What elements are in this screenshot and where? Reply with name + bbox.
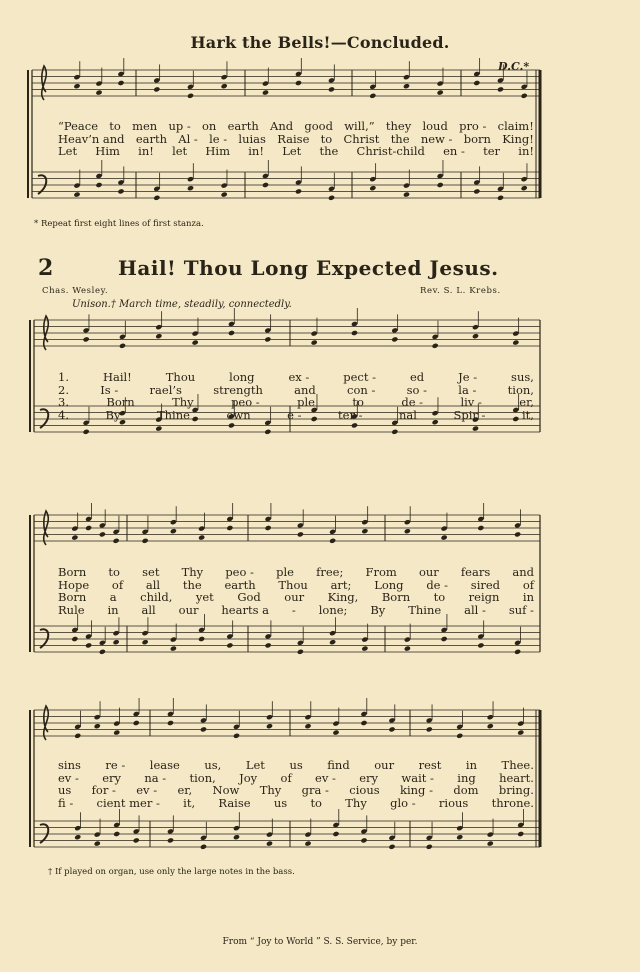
lyric-word: fears [460,565,491,579]
treble-note [391,336,398,342]
lyric-word: ery [102,770,121,785]
bass-note [233,834,240,840]
bass-note [85,642,92,648]
treble-note [113,730,120,736]
bass-note [295,188,302,194]
treble-note [304,723,311,729]
lyric-word: the [319,144,339,158]
treble-note [167,720,174,726]
lyric-word: art; [330,577,352,592]
treble-note [71,535,78,541]
lyric-word: ev - [58,770,79,785]
lyric-word: a [109,590,117,604]
treble-note [113,538,120,544]
lyric-word: and [294,382,316,397]
lyric-word: sins [58,758,81,772]
treble-note [517,730,524,736]
lyric-word: God [237,590,261,604]
treble-note [360,720,367,726]
bass-note [521,185,528,191]
bass-note [456,834,463,840]
lyric-word: Is - [100,382,119,397]
lyric-word: to [320,131,333,146]
lyric-word: born [463,131,491,146]
lyric-line [58,409,534,422]
lyric-word: peo - [225,565,254,579]
treble-note [226,525,233,531]
treble-note [456,733,463,739]
lyric-word: rious [438,795,469,810]
hymn-number: 2 [38,255,54,281]
lyric-word: Spir - [453,407,486,422]
lyric-word: all [145,577,161,592]
lyric-word: 1. [58,370,69,384]
hymn-title: Hail! Thou Long Expected Jesus. [118,256,499,280]
lyric-word: in [465,758,478,772]
lyric-word: king - [400,783,433,797]
continuation-footnote: * Repeat first eight lines of first stanza. [34,219,204,229]
lyric-word: King, [327,590,359,604]
treble-note [403,83,410,89]
lyric-word: Hope [58,577,90,592]
lyric-word: find [327,758,350,772]
lyric-word: peo - [231,395,260,409]
lyric-line [58,797,534,810]
lyric-word: con - [347,382,376,397]
lyric-word: it, [521,407,534,422]
lyric-word: cient mer - [96,795,160,810]
lyric-word: luias [238,131,266,146]
lyric-word: 3. [58,395,69,409]
treble-note [437,90,444,96]
lyric-word: ex - [288,370,310,384]
lyric-word: all [141,602,156,617]
lyric-word: nal [399,407,417,422]
bass-note [228,422,235,428]
bass-note [369,185,376,191]
lyric-word: our [284,590,305,604]
bass-note [426,844,433,850]
lyric-word: 2. [58,382,69,397]
lyric-word: free; [316,565,344,579]
lyric-word: of [111,577,124,592]
lyric-word: By [105,407,121,422]
lyric-word: on [202,119,217,133]
treble-note [311,340,318,346]
lyric-word: Christ-child [356,144,425,158]
bass-note [517,831,524,837]
lyric-word: so - [406,382,428,397]
bass-note [328,195,335,201]
lyric-word: Born [381,590,411,604]
lyric-word: tion, [189,770,216,785]
lyric-word: the [390,131,410,146]
lyric-word: - [291,602,296,617]
lyric-word: And [270,119,294,133]
lyric-word: hearts a [221,602,269,617]
lyric-word: Now [212,783,240,797]
treble-note [369,93,376,99]
bass-note [514,649,521,655]
lyric-word: Raise [277,131,310,146]
lyric-word: Thy [172,395,194,409]
bass-note [170,646,177,652]
treble-note [426,726,433,732]
bass-note [473,188,480,194]
lyric-word: in [107,602,119,617]
treble-note [187,93,194,99]
bass-note [73,192,80,198]
treble-note [99,531,106,537]
lyric-word: glo - [390,795,416,810]
lyric-word: to [352,395,364,409]
bass-note [71,636,78,642]
lyric-word: in! [138,144,154,158]
lyric-word: of [522,577,534,592]
treble-note [265,525,272,531]
bass-note [266,841,273,847]
lyric-word: ter [483,144,501,158]
lyric-word: Let [282,144,302,158]
lyric-word: let [172,144,188,158]
lyric-word: claim! [497,119,534,133]
lyric-word: en - [443,144,465,158]
lyric-word: in [522,590,534,604]
bass-note [262,182,269,188]
treble-note [117,80,124,86]
treble-note [262,90,269,96]
bass-note [361,646,368,652]
hymn-composer: Rev. S. L. Krebs. [420,286,501,296]
treble-note [497,86,504,92]
treble-note [85,525,92,531]
lyric-word: From [365,565,397,579]
continuation-title: Hark the Bells!—Concluded. [190,33,450,52]
bass-note [403,192,410,198]
lyric-word: King! [502,131,534,146]
treble-note [142,538,149,544]
lyric-word: pect - [343,370,377,384]
bass-note [200,844,207,850]
lyric-word: lease [149,758,180,772]
treble-note [441,535,448,541]
lyric-word: strength [213,382,263,397]
lyric-word: bring. [498,783,534,797]
bass-note [133,837,140,843]
treble-note [95,90,102,96]
lyric-word: Thine [156,407,190,422]
lyric-word: Rule [58,602,85,617]
treble-note [432,343,439,349]
lyric-word: us [273,795,288,810]
hymn-author: Chas. Wesley. [42,286,109,296]
lyric-word: Hail! [102,370,132,384]
lyric-word: er, [519,395,534,409]
lyric-word: Raise [218,795,251,810]
lyric-word: will,” [344,119,375,133]
lyric-word: new - [420,131,453,146]
lyric-word: e - [287,407,302,422]
lyric-word: Thy [345,795,367,810]
bass-note [83,429,90,435]
treble-note [83,336,90,342]
lyric-word: Him [205,144,231,158]
lyric-line [58,120,534,133]
lyric-word: us [58,783,72,797]
lyric-word: le - [209,131,228,146]
treble-note [153,86,160,92]
bass-note [167,837,174,843]
lyric-word: and [512,565,534,579]
lyric-line [58,145,534,158]
lyric-word: in! [248,144,264,158]
lyric-word: Al - [178,131,198,146]
treble-note [170,528,177,534]
continuation-lyrics [58,120,534,158]
lyric-word: earth [227,119,259,133]
bass-note [94,841,101,847]
lyric-word: the [182,577,202,592]
treble-note [295,80,302,86]
lyric-word: it, [183,795,196,810]
lyric-line [58,396,534,409]
lyric-word: pro - [459,119,487,133]
lyric-word: to [310,795,322,810]
lyric-word: Joy [239,770,258,785]
bass-note [198,636,205,642]
lyric-word: earth [135,131,167,146]
lyric-line [58,604,534,617]
lyric-word: Heav’n and [58,131,125,146]
lyric-line [58,371,534,384]
lyric-word: ing [457,770,476,785]
bass-note [113,639,120,645]
lyric-word: Thou [165,370,196,384]
bass-note [441,636,448,642]
treble-note [404,528,411,534]
treble-note [266,723,273,729]
lyric-word: ter - [338,407,363,422]
bass-note [391,429,398,435]
treble-note [233,733,240,739]
treble-note [473,80,480,86]
bass-note [142,639,149,645]
treble-note [133,720,140,726]
lyric-word: de - [401,395,424,409]
bass-note [117,188,124,194]
lyric-line [58,784,534,797]
lyric-word: sus, [511,370,534,384]
bass-note [304,841,311,847]
bass-note [297,649,304,655]
bass-note [74,834,81,840]
dc-mark: D.C.* [498,60,530,73]
treble-note [119,343,126,349]
lyric-word: in! [518,144,534,158]
bass-note [265,642,272,648]
bass-note [113,831,120,837]
verse-lyrics-system-1 [58,371,534,421]
lyric-word: to [109,119,121,133]
treble-note [221,83,228,89]
lyric-word: de - [426,577,449,592]
lyric-word: own [226,407,251,422]
treble-note [73,83,80,89]
lyric-word: Thou [278,577,308,592]
lyric-word: Him [95,144,120,158]
treble-note [198,535,205,541]
lyric-word: suf - [508,602,534,617]
lyric-line [58,759,534,772]
lyric-word: us [289,758,303,772]
bass-note [360,837,367,843]
lyric-word: ev - [315,770,336,785]
lyric-word: tion, [507,382,534,397]
lyric-word: sired [470,577,501,592]
lyric-word: liv - [460,395,482,409]
bass-note [472,426,479,432]
lyric-word: Let [245,758,265,772]
lyric-word: dom [453,783,479,797]
bass-note [477,642,484,648]
treble-note [228,330,235,336]
bass-note [95,182,102,188]
bass-note [187,185,194,191]
lyric-word: loud [422,119,448,133]
lyric-word: By [370,602,386,617]
lyric-word: Born [58,590,87,604]
treble-note [512,340,519,346]
lyric-word: good [304,119,333,133]
bass-note [226,642,233,648]
lyric-word: er, [177,783,193,797]
treble-note [74,733,81,739]
treble-note [351,330,358,336]
lyric-word: heart. [499,770,534,785]
bass-note [487,841,494,847]
treble-note [332,730,339,736]
lyric-word: earth [224,577,256,592]
treble-note [514,531,521,537]
treble-note [329,538,336,544]
bass-note [437,182,444,188]
lyric-word: up - [168,119,191,133]
lyric-word: Long [374,577,404,592]
lyric-word: ev - [136,783,158,797]
lyric-word: long [229,370,255,384]
lyric-word: Thee. [501,758,534,772]
verse-lyrics-system-2 [58,566,534,616]
lyric-word: Let [58,144,78,158]
lyric-word: to [108,565,120,579]
lyric-word: re - [105,758,126,772]
lyric-word: lone; [318,602,348,617]
treble-note [388,726,395,732]
lyric-word: for - [91,783,116,797]
treble-note [94,723,101,729]
lyric-word: ple [297,395,315,409]
lyric-word: ple [276,565,294,579]
bass-note [351,422,358,428]
lyric-word: set [142,565,160,579]
lyric-word: Christ [343,131,380,146]
lyric-word: ery [359,770,379,785]
lyric-word: Born [106,395,135,409]
lyric-word: rest [418,758,442,772]
lyric-word: of [280,770,292,785]
lyric-word: na - [144,770,167,785]
treble-note [297,531,304,537]
lyric-word: 4. [58,407,69,422]
lyric-word: Born [58,565,87,579]
performance-direction: Unison.† March time, steadily, connectedly. [72,299,292,310]
treble-note [200,726,207,732]
bass-note [329,639,336,645]
lyric-word: Je - [458,370,478,384]
treble-note [192,340,199,346]
lyric-word: Thy [181,565,204,579]
lyric-word: throne. [491,795,534,810]
bass-note [388,844,395,850]
bass-note [155,426,162,432]
bass-note [153,195,160,201]
lyric-word: yet [195,590,214,604]
lyric-word: rael’s [149,382,182,397]
lyric-word: cious [349,783,380,797]
lyric-word: Thine [408,602,442,617]
treble-note [521,93,528,99]
treble-note [472,333,479,339]
bass-note [332,831,339,837]
lyric-word: our [374,758,395,772]
lyric-word: all - [464,602,486,617]
lyric-word: they [385,119,412,133]
lyric-word: us, [204,758,222,772]
lyric-word: men [132,119,158,133]
lyric-word: “Peace [58,119,99,133]
lyric-word: ed [410,370,425,384]
treble-note [361,528,368,534]
lyric-word: our [418,565,439,579]
bass-note [221,192,228,198]
lyric-word: child, [140,590,173,604]
bass-note [264,429,271,435]
treble-note [328,86,335,92]
treble-note [477,525,484,531]
verse-lyrics-system-3 [58,759,534,809]
lyric-word: reign [468,590,500,604]
lyric-word: to [433,590,446,604]
lyric-word: fi - [58,795,74,810]
bass-note [404,646,411,652]
lyric-word: wait - [401,770,434,785]
treble-note [264,336,271,342]
source-credit: From “ Joy to World ” S. S. Service, by per. [222,937,418,947]
organ-footnote: † If played on organ, use only the large notes in the bass. [48,867,295,877]
lyric-word: our [178,602,199,617]
treble-note [487,723,494,729]
lyric-line [58,566,534,579]
bass-note [99,649,106,655]
lyric-word: Thy [259,783,282,797]
bass-note [497,195,504,201]
lyric-word: la - [458,382,477,397]
treble-note [155,333,162,339]
lyric-line [58,591,534,604]
lyric-word: gra - [301,783,329,797]
